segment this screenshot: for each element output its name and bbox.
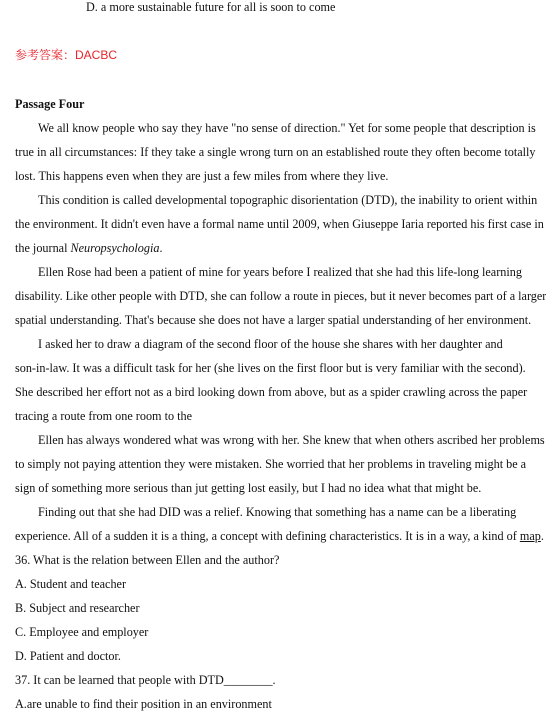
paragraph-line: I asked her to draw a diagram of the second floor of the house she shares with her daughter and (38, 337, 503, 351)
paragraph-line: tracing a route from one room to the (15, 409, 192, 423)
paragraph-line: This condition is called developmental topographic disorientation (DTD), the inability to orient within (38, 193, 538, 207)
last-line-end: . (540, 529, 544, 543)
paragraph-line: true in all circumstances: If they take a single wrong turn on an established route they often become totally (15, 145, 536, 159)
paragraph-line (15, 241, 162, 255)
paragraph-line: We all know people who say they have "no sense of direction." Yet for some people that description is (38, 121, 536, 135)
top-option: D. a more sustainable future for all is soon to come (86, 0, 336, 14)
paragraph-line: the environment. It didn't even have a formal name until 2009, when Giuseppe Iaria reported his first case in (15, 217, 544, 231)
paragraph-line: disability. Like other people with DTD, she can follow a route in pieces, but it never becomes part of a larger (15, 289, 546, 303)
journal-prefix: the journal (15, 241, 71, 255)
option-c: C. Employee and employer (15, 625, 149, 639)
paragraph-line: Ellen Rose had been a patient of mine for years before I realized that she had this life-long learning (38, 265, 522, 279)
option-b: B. Subject and researcher (15, 601, 140, 615)
paragraph-line: to simply not paying attention they were mistaken. She worried that her problems in traveling might be a (15, 457, 527, 471)
last-line-text: experience. All of a sudden it is a thing, a concept with defining characteristics. It is in a way, a kind of (15, 529, 520, 543)
passage-title: Passage Four (15, 97, 85, 111)
paragraph-line: She described her effort not as a bird looking down from above, but as a spider crawling across the paper (15, 385, 528, 399)
paragraph-line (15, 529, 544, 543)
paragraph-line: spatial understanding. That's because she does not have a larger spatial understanding of her environment. (15, 313, 532, 327)
paragraph-line: lost. This happens even when they are just a few miles from where they live. (15, 169, 389, 183)
option-a: A. Student and teacher (15, 577, 127, 591)
map-word: map (519, 529, 541, 543)
paragraph-line: son-in-law. It was a difficult task for her (she lives on the first floor but is very familiar with the second). (15, 361, 526, 375)
paragraph-line: Ellen has always wondered what was wrong with her. She knew that when others ascribed her problems (38, 433, 545, 447)
paragraph-line: sign of something more serious than jut getting lost easily, but I had no idea what that might be. (15, 481, 482, 495)
option-d: D. Patient and doctor. (15, 649, 121, 663)
question-36: 36. What is the relation between Ellen and the author? (15, 553, 280, 567)
question-37: 37. It can be learned that people with DTD________. (15, 673, 276, 687)
paragraph-line: Finding out that she had DID was a relief. Knowing that something has a name can be a liberating (38, 505, 517, 519)
option-a-37: A.are unable to find their position in an environment (15, 697, 272, 711)
journal-name: Neuropsychologia (70, 241, 160, 255)
journal-end: . (159, 241, 163, 255)
answer-key: 参考答案：DACBC (15, 48, 118, 62)
